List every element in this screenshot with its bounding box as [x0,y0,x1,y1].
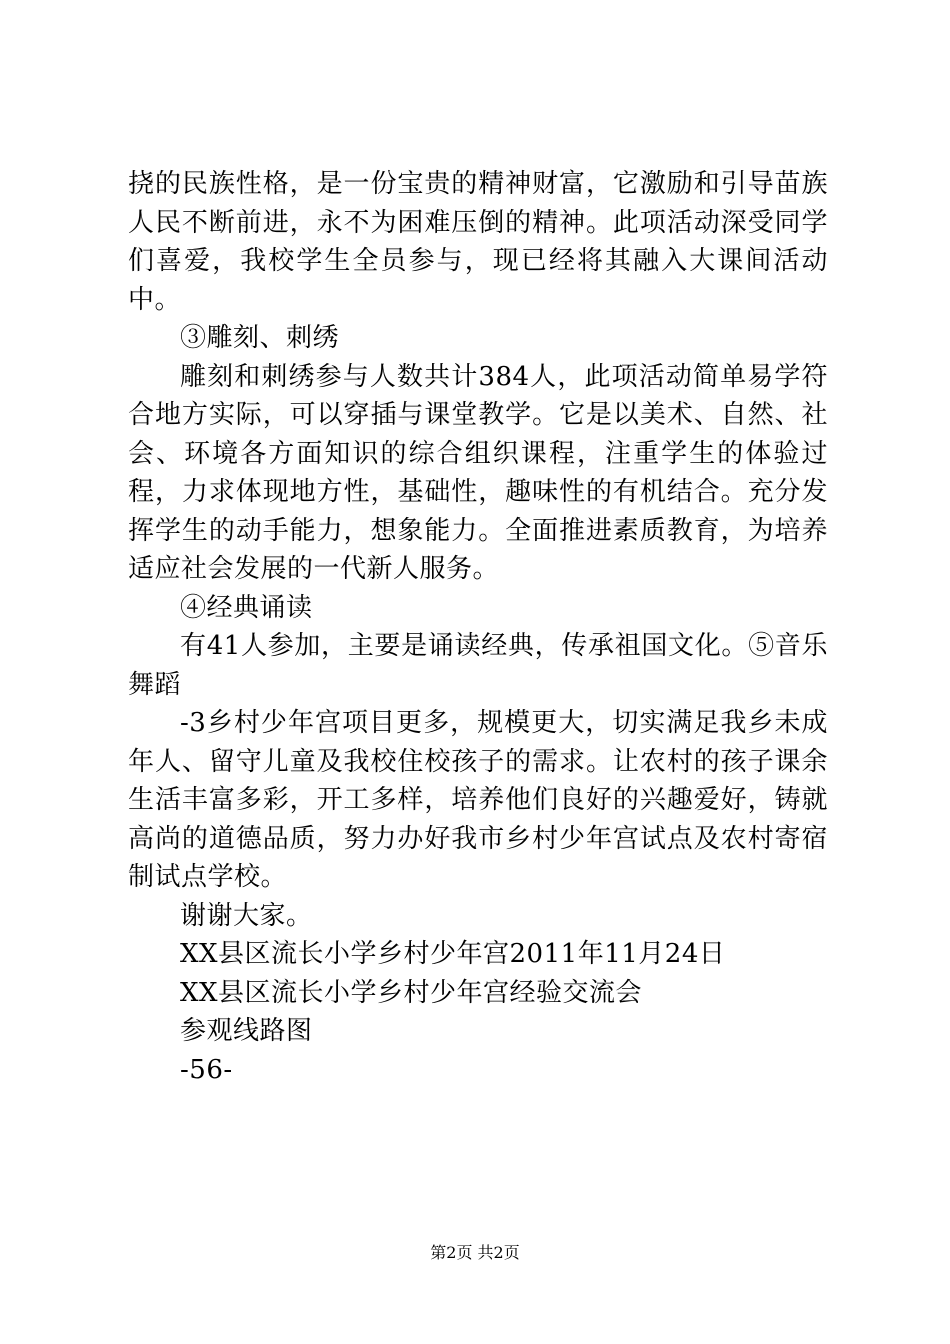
inner-page-number: -56- [180,1054,233,1085]
paragraph-classic-reading: 有41人参加，主要是诵读经典，传承祖国文化。⑤音乐舞蹈 [128,631,828,700]
closing-thanks: 谢谢大家。 [180,900,313,931]
paragraph-youth-palace: -3乡村少年宫项目更多，规模更大，切实满足我乡未成年人、留守儿童及我校住校孩子的需求。让农村的孩子课余生活丰富多彩，开工多样，培养他们良好的兴趣爱好，铸就高尚的道德品质，努力办好我市乡村少年宫试点及农村寄宿制试点学校。 [128,708,828,892]
heading-classic-reading: ④经典诵读 [180,592,313,623]
paragraph-continuation: 挠的民族性格，是一份宝贵的精神财富，它激励和引导苗族人民不断前进，永不为困难压倒的精神。此项活动深受同学们喜爱，我校学生全员参与，现已经将其融入大课间活动中。 [128,169,828,315]
document-body [128,165,828,1089]
event-title: XX县区流长小学乡村少年宫经验交流会 [180,977,643,1008]
heading-carving-embroidery: ③雕刻、刺绣 [180,323,340,353]
route-map-label: 参观线路图 [180,1016,313,1046]
page-footer [0,1243,950,1263]
paragraph-carving-embroidery: 雕刻和刺绣参与人数共计384人，此项活动简单易学符合地方实际，可以穿插与课堂教学。它是以美术、自然、社会、环境各方面知识的综合组织课程，注重学生的体验过程，力求体现地方性，基础性，趣味性的有机结合。充分发挥学生的动手能力，想象能力。全面推进素质教育，为培养适应社会发展的一代新人服务。 [128,361,828,584]
page-number-label: 第2页 共2页 [430,1243,520,1262]
signature-date: XX县区流长小学乡村少年宫2011年11月24日 [180,939,726,969]
